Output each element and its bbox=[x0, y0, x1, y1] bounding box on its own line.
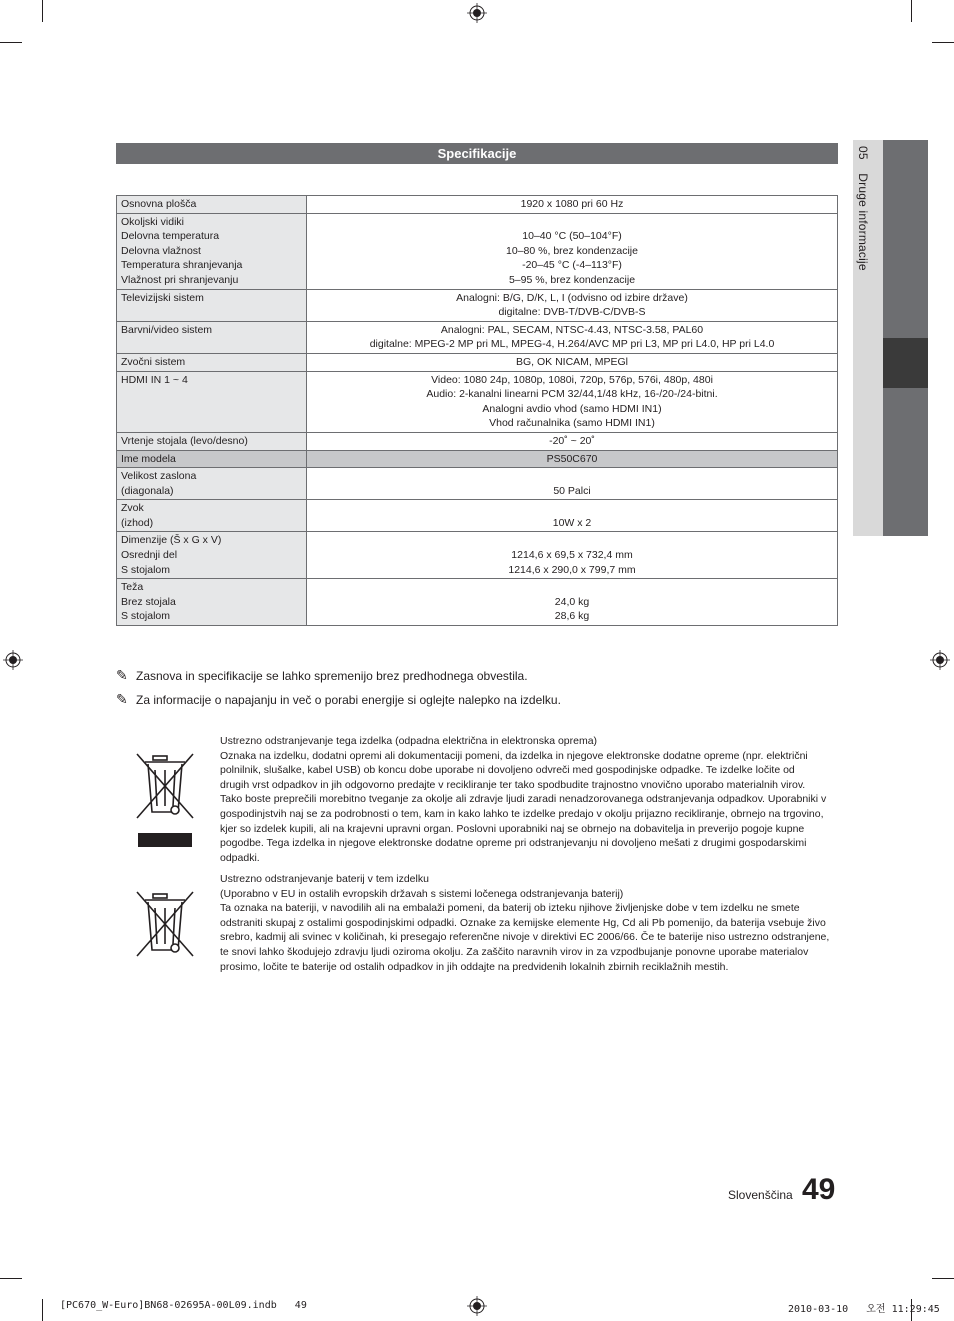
spec-key bbox=[117, 196, 307, 214]
spec-value bbox=[307, 213, 838, 289]
spec-row bbox=[117, 371, 838, 432]
spec-key-line: (izhod) bbox=[121, 516, 154, 529]
note bbox=[116, 667, 528, 684]
spec-key-line: Zvočni sistem bbox=[121, 355, 186, 368]
product-disposal-body bbox=[220, 749, 832, 866]
spec-value-line: digitalne: MPEG-2 MP pri ML, MPEG-4, H.264/AVC MP pri L3, MP pri L4.0, HP pri L4.0 bbox=[369, 338, 775, 351]
crop-mark bbox=[42, 0, 43, 22]
spec-key-line: Osnovna plošča bbox=[121, 198, 197, 210]
body-text-line: gospodinjstvih naj se za podrobnosti o tem, kam in kako lahko te izdelke predajo v okolju prijazno recikliranje, obrnejo na trgovino, bbox=[220, 807, 824, 820]
note-text: Za informacije o napajanju in več o porabi energije si oglejte nalepko na izdelku. bbox=[136, 693, 561, 707]
body-text-line: srebro, kadmij ali svinec v količinah, ki presegajo referenčne nivoje v direktivi EC 2006/66. Če te baterije niso ustrezno odstranjene, bbox=[220, 931, 830, 944]
body-text-line: odstraniti skupaj z ostalimi gospodinjskimi odpadki. Oznake za kemijske elemente Hg, Cd ali Pb pomenijo, da baterija vsebuje živo bbox=[220, 916, 826, 929]
crossed-bin-icon bbox=[133, 750, 197, 822]
spec-value-line: 10–80 %, brez kondenzacije bbox=[506, 244, 638, 257]
registration-mark-icon bbox=[3, 650, 23, 670]
chapter-title: Druge informacije bbox=[856, 173, 870, 271]
body-text-line: Tako boste preprečili morebitno tveganje za okolje ali zdravje ljudi zaradi nenadzorovanega odstranjevanja odpadkov. Uporabniki v bbox=[220, 793, 827, 806]
battery-disposal bbox=[220, 872, 832, 974]
spec-value-line: Audio: 2-kanalni linearni PCM 32/44,1/48 kHz, 16-/20-/24-bitni. bbox=[426, 388, 718, 401]
pencil-icon: ✎ bbox=[116, 667, 128, 683]
spec-value-line: 24,0 kg bbox=[554, 595, 590, 608]
spec-value-line: BG, OK NICAM, MPEGl bbox=[515, 355, 628, 368]
spec-value bbox=[307, 353, 838, 371]
spec-key bbox=[117, 500, 307, 532]
spec-row bbox=[117, 500, 838, 532]
spec-value-line: 1214,6 x 69,5 x 732,4 mm bbox=[511, 549, 633, 562]
spec-key-line: Zvok bbox=[121, 502, 144, 515]
spec-row bbox=[117, 213, 838, 289]
spec-key-line: S stojalom bbox=[121, 610, 171, 623]
side-tab-marker bbox=[883, 338, 928, 388]
spec-key-line: Barvni/video sistem bbox=[121, 323, 213, 336]
spec-row bbox=[117, 450, 838, 468]
spec-value bbox=[307, 289, 838, 321]
spec-value bbox=[307, 468, 838, 500]
spec-key-line: Ime modela bbox=[121, 452, 176, 465]
battery-disposal-heading: Ustrezno odstranjevanje baterij v tem izdelku bbox=[220, 873, 429, 885]
spec-value-line: -20–45 °C (-4–113°F) bbox=[522, 259, 622, 272]
spec-table bbox=[116, 195, 838, 626]
spec-value bbox=[307, 196, 838, 214]
note-text: Zasnova in specifikacije se lahko spremenijo brez predhodnega obvestila. bbox=[136, 669, 528, 683]
spec-value-line: 5–95 %, brez kondenzacije bbox=[508, 273, 636, 286]
spec-key-line: Vlažnost pri shranjevanju bbox=[121, 273, 239, 286]
spec-value-line: Analogni: PAL, SECAM, NTSC-4.43, NTSC-3.58, PAL60 bbox=[440, 323, 704, 336]
spec-key-line: Brez stojala bbox=[121, 595, 176, 608]
spec-value-line: PS50C670 bbox=[546, 452, 598, 465]
product-disposal-heading: Ustrezno odstranjevanje tega izdelka (odpadna električna in elektronska oprema) bbox=[220, 735, 598, 747]
body-text-line: odpadki. bbox=[220, 851, 260, 864]
spec-value bbox=[307, 432, 838, 450]
body-text-line: pogodbe. Tega izdelka in njegove elektronske dodatne opreme pri odstranjevanju ni dovoljeno mešati z drugimi gospodarskimi bbox=[220, 837, 807, 850]
spec-key-line: Teža bbox=[121, 581, 144, 594]
page-number: 49 bbox=[802, 1173, 836, 1206]
spec-key-line: Delovna vlažnost bbox=[121, 244, 201, 257]
crop-mark bbox=[0, 42, 22, 43]
crop-mark bbox=[0, 1278, 22, 1279]
spec-key bbox=[117, 468, 307, 500]
spec-row bbox=[117, 432, 838, 450]
spec-row bbox=[117, 196, 838, 214]
spec-row bbox=[117, 579, 838, 626]
spec-value-line: 10–40 °C (50–104°F) bbox=[522, 230, 622, 243]
registration-mark-icon bbox=[467, 1296, 487, 1316]
spec-key-line: Velikost zaslona bbox=[121, 470, 197, 483]
crop-mark bbox=[42, 1299, 43, 1321]
spec-key bbox=[117, 532, 307, 579]
spec-value-line: Vhod računalnika (samo HDMI IN1) bbox=[489, 417, 655, 430]
language-label: Slovenščina bbox=[728, 1188, 793, 1202]
spec-key-line: Osrednji del bbox=[121, 549, 178, 562]
note bbox=[116, 691, 561, 708]
pencil-icon: ✎ bbox=[116, 691, 128, 707]
body-text-line: kjer so izdelek kupili, ali na krajevni upravni organ. Poslovni uporabniki naj se obrnejo na dobavitelja in preverijo pogoje kupne bbox=[220, 822, 805, 835]
registration-mark-icon bbox=[467, 3, 487, 23]
spec-row bbox=[117, 321, 838, 353]
weee-bar bbox=[138, 833, 192, 847]
side-tab-band bbox=[883, 388, 928, 536]
registration-mark-icon bbox=[930, 650, 950, 670]
spec-row bbox=[117, 353, 838, 371]
spec-value-line: 1214,6 x 290,0 x 799,7 mm bbox=[508, 563, 636, 576]
spec-key bbox=[117, 353, 307, 371]
body-text-line: te snovi lahko škodujejo zdravju ljudi oziroma okolju. Za zaščito naravnih virov in za vzpodbujanje ponovne uporabe materialov bbox=[220, 945, 809, 958]
spec-value bbox=[307, 532, 838, 579]
print-timestamp: 2010-03-10 오전 11:29:45 bbox=[788, 1304, 940, 1315]
spec-key-line: (diagonala) bbox=[121, 484, 174, 497]
spec-value bbox=[307, 450, 838, 468]
spec-value-line: -20˚ ~ 20˚ bbox=[549, 434, 595, 447]
spec-key bbox=[117, 450, 307, 468]
spec-value-line: digitalne: DVB-T/DVB-C/DVB-S bbox=[498, 306, 646, 319]
spec-value-line: Video: 1080 24p, 1080p, 1080i, 720p, 576p, 576i, 480p, 480i bbox=[431, 373, 713, 386]
spec-row bbox=[117, 289, 838, 321]
side-tab-label bbox=[856, 146, 870, 271]
chapter-number: 05 bbox=[856, 146, 870, 160]
battery-disposal-body bbox=[220, 901, 832, 974]
spec-key bbox=[117, 213, 307, 289]
spec-row bbox=[117, 532, 838, 579]
spec-value-line: 50 Palci bbox=[553, 484, 591, 497]
spec-key-line: Vrtenje stojala (levo/desno) bbox=[121, 434, 248, 447]
spec-key bbox=[117, 432, 307, 450]
spec-key bbox=[117, 371, 307, 432]
body-text-line: polnilnik, slušalke, kabel USB) ob koncu dobe uporabe ni dovoljeno odvreči med gospodinjske odpadke. Te izdelke ločite od bbox=[220, 764, 795, 777]
body-text-line: drugih vrst odpadkov in jih odgovorno predajte v recikliranje ter tako spodbudite trajnostno vnovično uporabo materialnih virov. bbox=[220, 778, 806, 791]
spec-value bbox=[307, 371, 838, 432]
body-text-line: prosimo, ločite te baterije od ostalih odpadkov in jih oddajte na predvidenih lokalnih zbirnih reciklažnih mestih. bbox=[220, 960, 729, 973]
spec-table-body bbox=[117, 196, 838, 626]
spec-value-line: 28,6 kg bbox=[554, 610, 590, 623]
file-info: [PC670_W-Euro]BN68-02695A-00L09.indb 49 bbox=[60, 1300, 307, 1311]
body-text-line: Ta oznaka na bateriji, v navodilih ali na embalaži pomeni, da baterij ob izteku njihove življenjske dobe v tem izdelku ne smete bbox=[220, 902, 800, 915]
crop-mark bbox=[911, 0, 912, 22]
spec-value bbox=[307, 500, 838, 532]
spec-value-line: Analogni: B/G, D/K, L, I (odvisno od izbire države) bbox=[456, 291, 688, 304]
crossed-bin-icon bbox=[133, 888, 197, 960]
spec-key bbox=[117, 321, 307, 353]
spec-key-line: Televizijski sistem bbox=[121, 291, 204, 304]
crop-mark bbox=[932, 1278, 954, 1279]
spec-key bbox=[117, 289, 307, 321]
spec-key-line: Dimenzije (Š x G x V) bbox=[121, 534, 222, 547]
battery-disposal-subheading: (Uporabno v EU in ostalih evropskih državah s sistemi ločenega odstranjevanja baterij) bbox=[220, 887, 624, 900]
spec-key-line: Okoljski vidiki bbox=[121, 215, 185, 228]
spec-row bbox=[117, 468, 838, 500]
body-text-line: Oznaka na izdelku, dodatni opremi ali dokumentaciji pomeni, da izdelka in njegove elektronske dodatne opreme (npr. električni bbox=[220, 749, 808, 762]
spec-key-line: Delovna temperatura bbox=[121, 230, 220, 243]
spec-key-line: HDMI IN 1 ~ 4 bbox=[121, 373, 188, 386]
section-title: Specifikacije bbox=[116, 143, 838, 164]
spec-value-line: Analogni avdio vhod (samo HDMI IN1) bbox=[482, 402, 662, 415]
spec-value-line: 10W x 2 bbox=[552, 516, 592, 529]
spec-value bbox=[307, 579, 838, 626]
product-disposal bbox=[220, 734, 832, 865]
spec-key bbox=[117, 579, 307, 626]
spec-key-line: Temperatura shranjevanja bbox=[121, 259, 243, 272]
side-tab-band bbox=[883, 140, 928, 338]
crop-mark bbox=[932, 42, 954, 43]
spec-value-line: 1920 x 1080 pri 60 Hz bbox=[520, 198, 624, 210]
spec-key-line: S stojalom bbox=[121, 563, 171, 576]
spec-value bbox=[307, 321, 838, 353]
